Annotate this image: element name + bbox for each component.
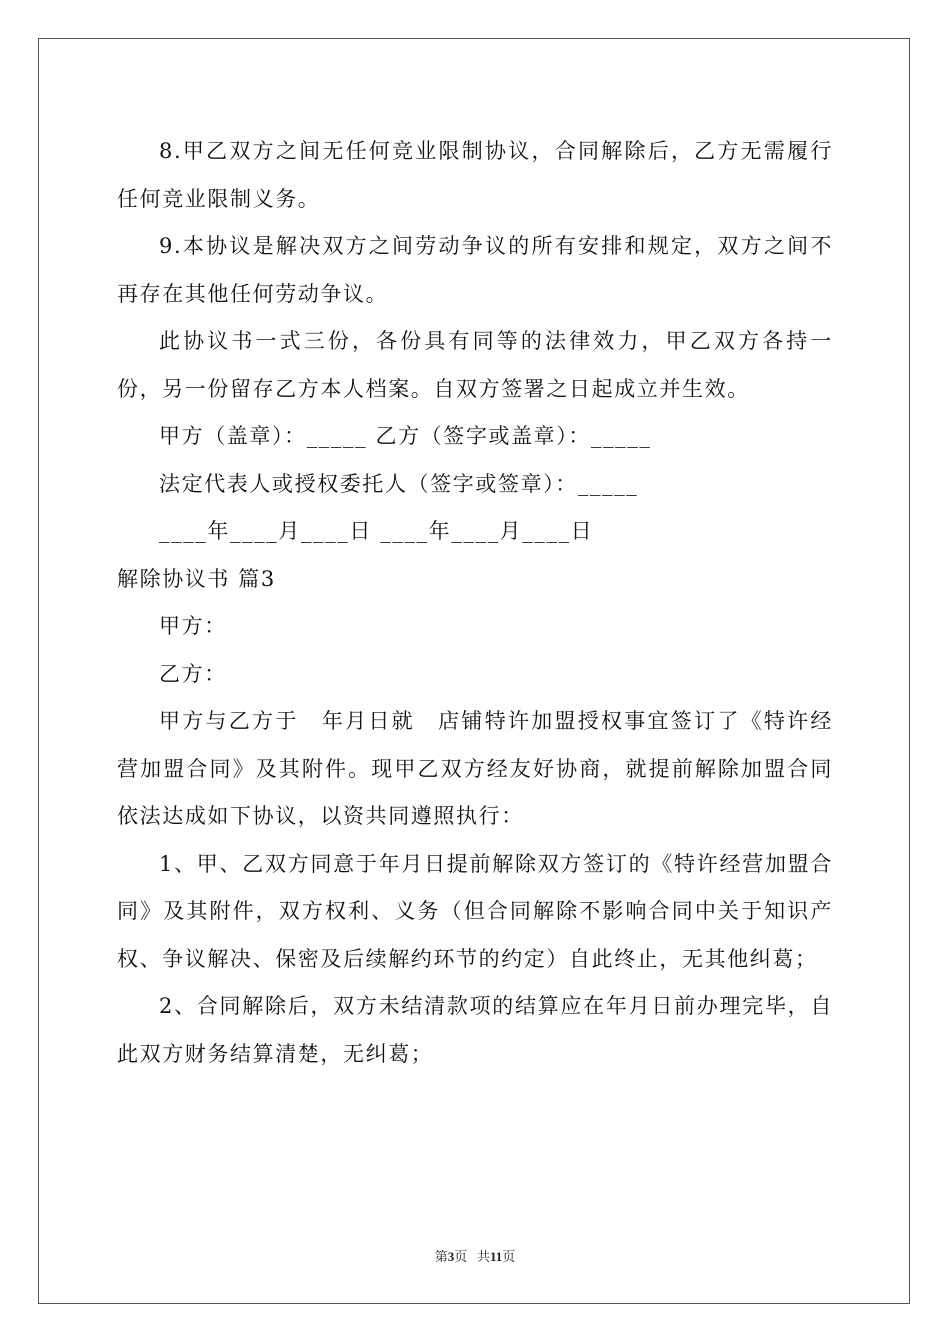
total-prefix: 共 bbox=[476, 1249, 490, 1264]
clause-9: 9.本协议是解决双方之间劳动争议的所有安排和规定，双方之间不再存在其他任何劳动争议。 bbox=[117, 234, 833, 306]
preamble-paragraph: 甲方与乙方于 年月日就 店铺特许加盟授权事宜签订了《特许经营加盟合同》及其附件。现甲乙双方经友好协商，就提前解除加盟合同依法达成如下协议，以资共同遵照执行： bbox=[117, 709, 833, 828]
clause-2: 2、合同解除后，双方未结清款项的结算应在年月日前办理完毕，自此双方财务结算清楚，无纠葛； bbox=[117, 994, 833, 1066]
date-line: ____年____月____日 ____年____月____日 bbox=[159, 519, 594, 543]
clause-1: 1、甲、乙双方同意于年月日提前解除双方签订的《特许经营加盟合同》及其附件，双方权利、义务（但合同解除不影响合同中关于知识产权、争议解决、保密及后续解约环节的约定）自此终止，无其他纠葛； bbox=[117, 851, 833, 971]
page-footer bbox=[0, 1246, 950, 1265]
total-pages: 11 bbox=[489, 1249, 503, 1264]
section-heading: 解除协议书 篇3 bbox=[117, 566, 276, 591]
party-b-line: 乙方： bbox=[159, 661, 227, 686]
copies-clause: 此协议书一式三份，各份具有同等的法律效力，甲乙双方各持一份，另一份留存乙方本人档案。自双方签署之日起成立并生效。 bbox=[117, 329, 833, 401]
page-prefix: 第 bbox=[434, 1249, 448, 1264]
party-a-line: 甲方： bbox=[159, 614, 227, 638]
total-suffix: 页 bbox=[502, 1249, 516, 1264]
document-body bbox=[117, 128, 833, 1078]
page-number: 3 bbox=[447, 1249, 455, 1264]
signature-line-parties: 甲方（盖章）：_____ 乙方（签字或盖章）：_____ bbox=[159, 424, 652, 448]
signature-line-representative: 法定代表人或授权委托人（签字或签章）：_____ bbox=[159, 471, 639, 496]
page-suffix: 页 bbox=[454, 1249, 468, 1264]
clause-8: 8.甲乙双方之间无任何竞业限制协议，合同解除后，乙方无需履行任何竞业限制义务。 bbox=[117, 139, 833, 211]
